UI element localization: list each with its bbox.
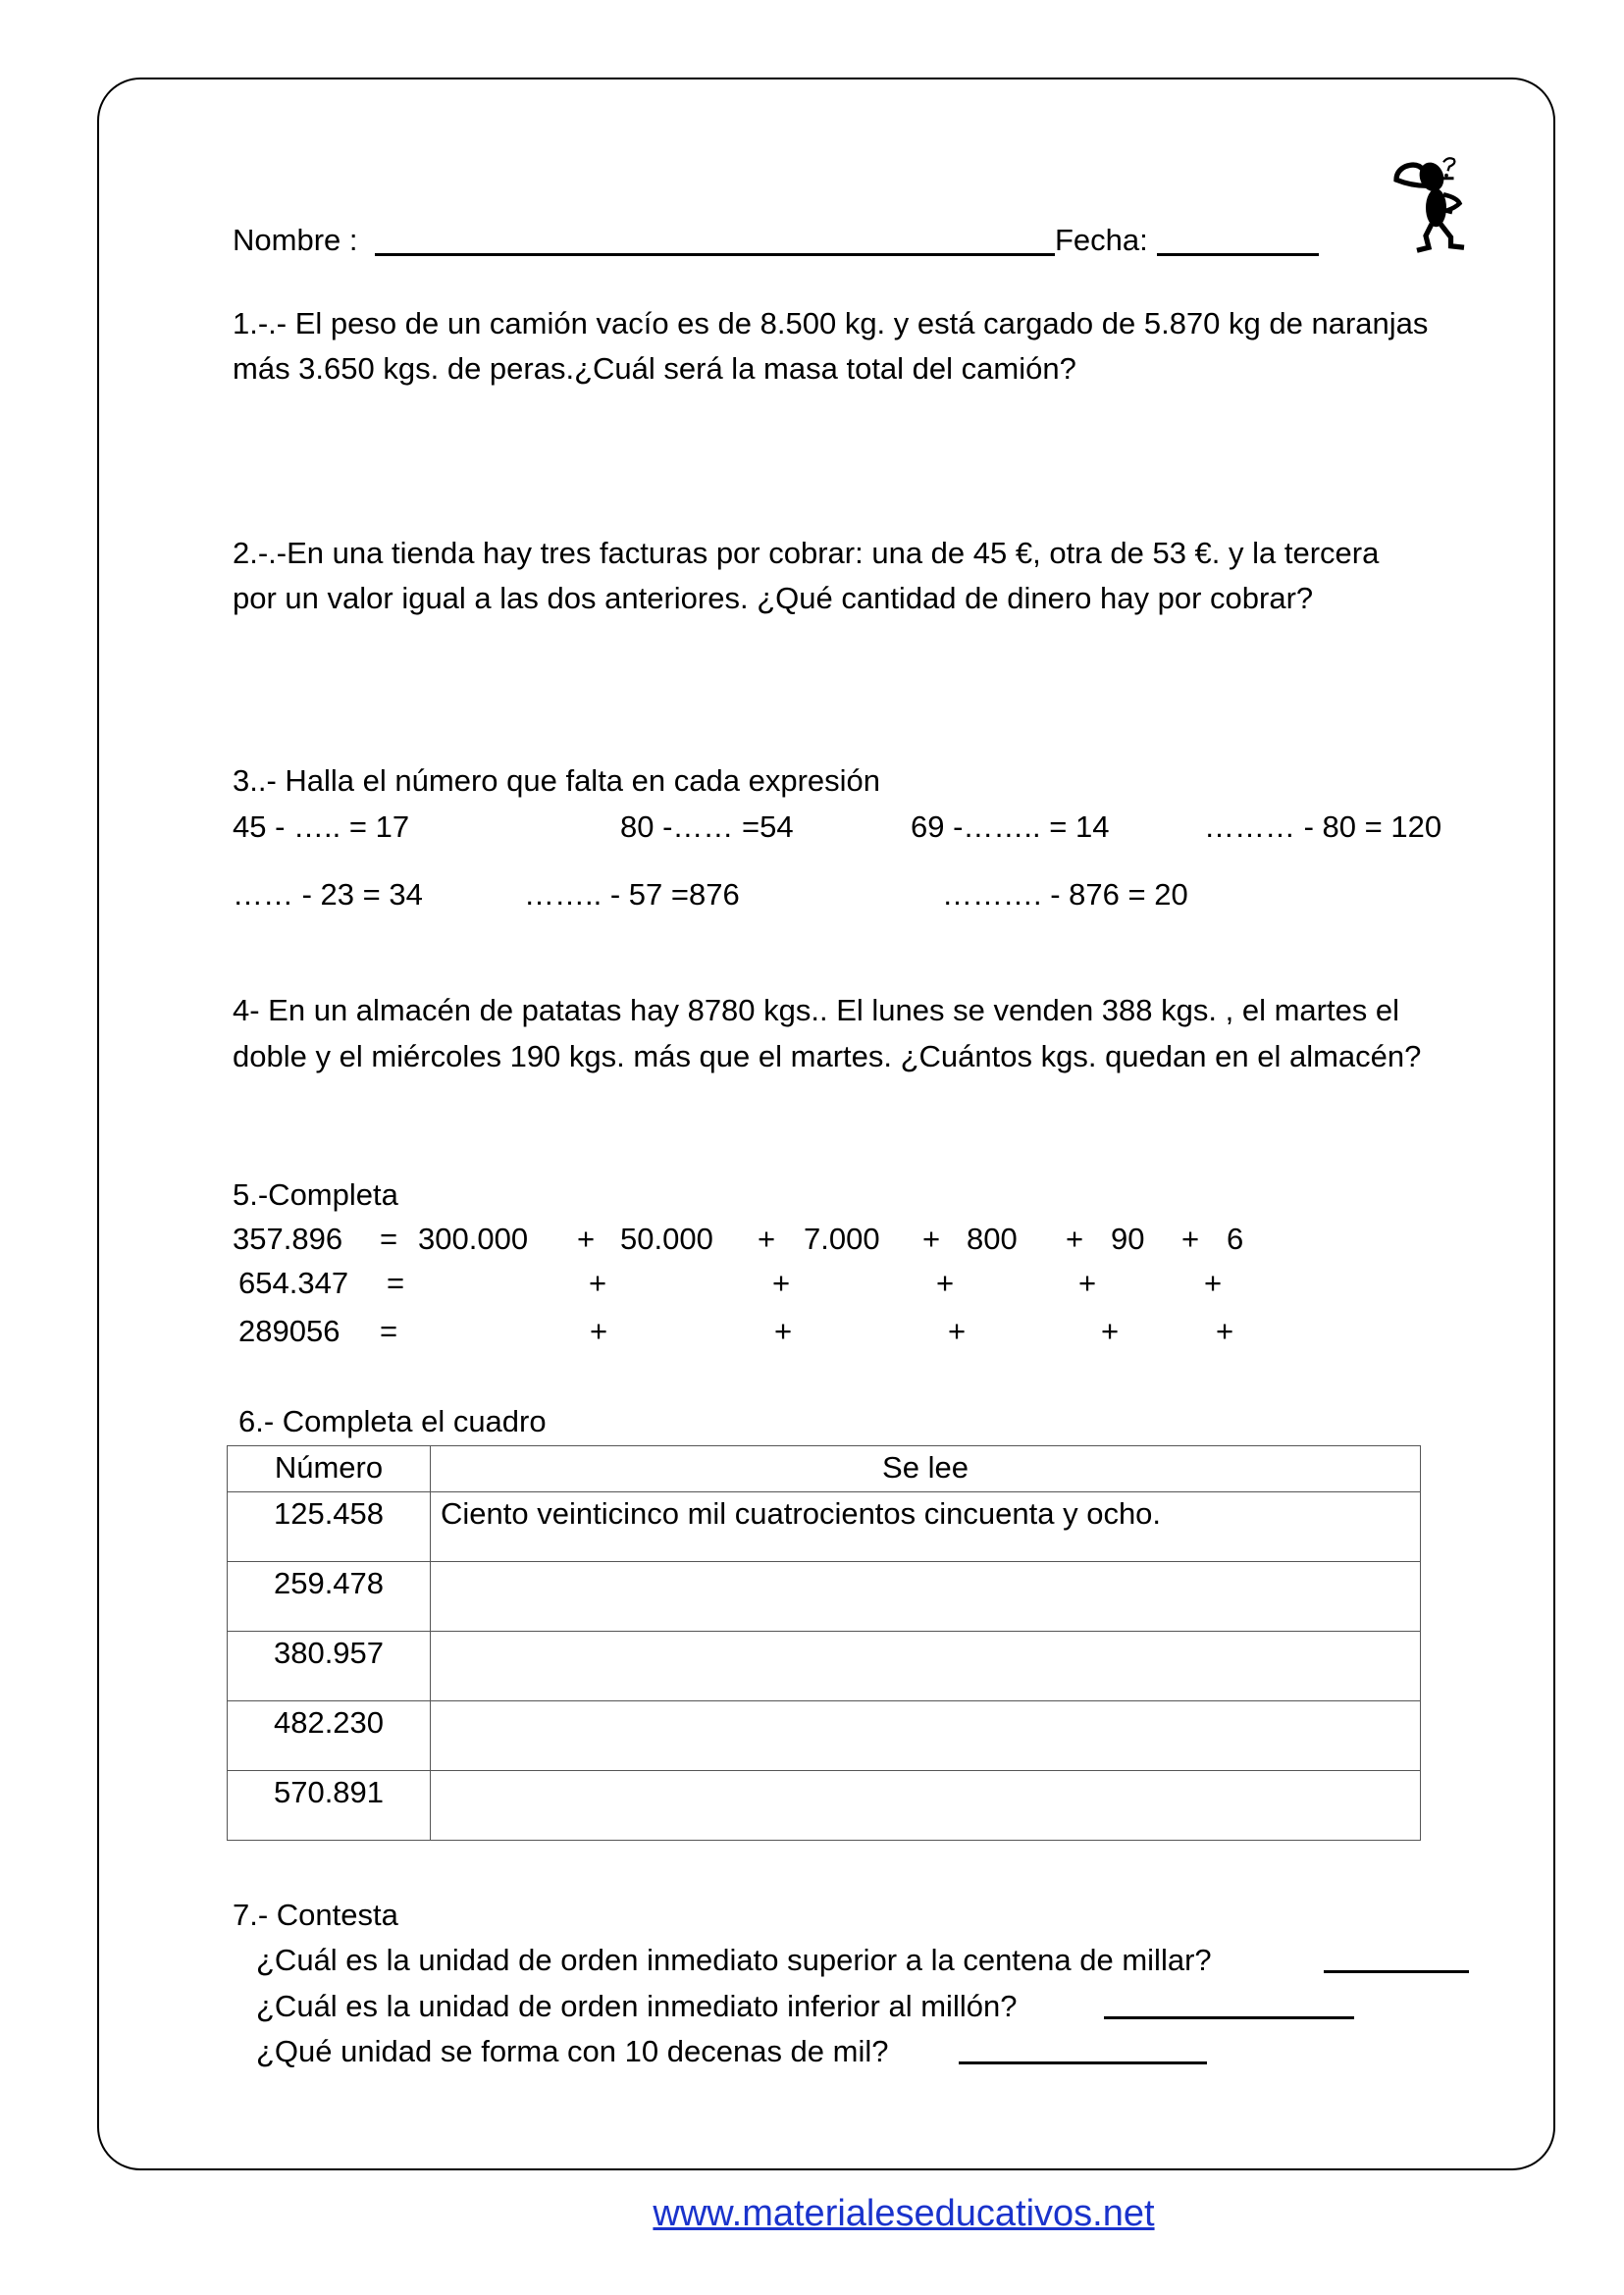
q7-answer-field[interactable] [1324,1970,1469,1973]
q3-expression: …… - 23 = 34 [233,877,423,912]
q5-term: 90 [1111,1222,1145,1256]
q7-question: ¿Cuál es la unidad de orden inmediato superior a la centena de millar? [256,1943,1212,1977]
q5-term: 800 [967,1222,1018,1256]
q5-term: + [1181,1222,1200,1256]
q5-term: = [380,1314,398,1348]
number-cell: 380.957 [228,1632,431,1701]
q5-term: 357.896 [233,1222,343,1256]
reading-cell[interactable]: Ciento veinticinco mil cuatrocientos cincuenta y ocho. [431,1492,1421,1562]
name-label: Nombre : [233,223,358,257]
q6-title: 6.- Completa el cuadro [238,1404,547,1438]
number-reading-table [227,1445,1421,1841]
q7-question: ¿Cuál es la unidad de orden inmediato inferior al millón? [256,1989,1018,2023]
q5-term: = [387,1266,405,1300]
number-cell: 482.230 [228,1701,431,1771]
q5-term: + [589,1266,607,1300]
name-field[interactable] [375,253,1055,256]
q5-term: 289056 [238,1314,341,1348]
table-row [228,1701,1421,1771]
q5-term: = [380,1222,398,1256]
q5-term: + [1066,1222,1084,1256]
date-field[interactable] [1157,253,1319,256]
q4-line2: doble y el miércoles 190 kgs. más que el martes. ¿Cuántos kgs. quedan en el almacén? [233,1039,1422,1073]
reading-cell[interactable] [431,1562,1421,1632]
table-row [228,1632,1421,1701]
q3-expression: ………. - 876 = 20 [942,877,1188,912]
q5-term: + [1204,1266,1223,1300]
q5-term: + [922,1222,941,1256]
number-cell: 259.478 [228,1562,431,1632]
reading-cell[interactable] [431,1701,1421,1771]
q3-expression: 80 -…… =54 [620,809,794,844]
q3-title: 3..- Halla el número que falta en cada expresión [233,763,881,798]
q3-expression: 69 -…….. = 14 [911,809,1110,844]
q5-term: + [936,1266,955,1300]
q5-term: + [758,1222,776,1256]
column-header-reading: Se lee [431,1446,1421,1492]
q5-term: + [772,1266,791,1300]
table-header-row [228,1446,1421,1492]
number-cell: 125.458 [228,1492,431,1562]
column-header-number: Número [228,1446,431,1492]
reading-cell[interactable] [431,1632,1421,1701]
q5-term: + [590,1314,608,1348]
q3-expression: 45 - ….. = 17 [233,809,410,844]
q4-line1: 4- En un almacén de patatas hay 8780 kgs.. El lunes se venden 388 kgs. , el martes el [233,993,1400,1027]
number-cell: 570.891 [228,1771,431,1841]
q5-term: + [774,1314,793,1348]
table-row [228,1771,1421,1841]
q5-term: 654.347 [238,1266,349,1300]
q7-question: ¿Qué unidad se forma con 10 decenas de mil? [256,2034,889,2068]
website-link[interactable]: www.materialeseducativos.net [653,2193,1155,2234]
date-label: Fecha: [1055,223,1148,257]
q5-term: 7.000 [804,1222,880,1256]
q5-term: + [948,1314,967,1348]
q5-term: 50.000 [620,1222,713,1256]
table-row [228,1562,1421,1632]
q2-line2: por un valor igual a las dos anteriores. ¿Qué cantidad de dinero hay por cobrar? [233,581,1314,615]
q5-term: + [577,1222,596,1256]
q1-line2: más 3.650 kgs. de peras.¿Cuál será la masa total del camión? [233,351,1076,386]
q2-line1: 2.-.-En una tienda hay tres facturas por cobrar: una de 45 €, otra de 53 €. y la tercera [233,536,1380,570]
q1-line1: 1.-.- El peso de un camión vacío es de 8.500 kg. y está cargado de 5.870 kg de naranjas [233,306,1429,340]
q5-term: + [1216,1314,1234,1348]
q3-expression: …….. - 57 =876 [524,877,740,912]
q3-expression: ……… - 80 = 120 [1204,809,1442,844]
page-border [97,78,1555,2170]
q7-answer-field[interactable] [959,2061,1207,2064]
q5-term: + [1078,1266,1097,1300]
q7-answer-field[interactable] [1104,2016,1354,2019]
q5-term: 300.000 [418,1222,529,1256]
q5-title: 5.-Completa [233,1177,398,1212]
q5-term: + [1101,1314,1120,1348]
q5-term: 6 [1227,1222,1244,1256]
table-row [228,1492,1421,1562]
thinking-figure-icon [1379,135,1496,258]
reading-cell[interactable] [431,1771,1421,1841]
q7-title: 7.- Contesta [233,1898,398,1932]
